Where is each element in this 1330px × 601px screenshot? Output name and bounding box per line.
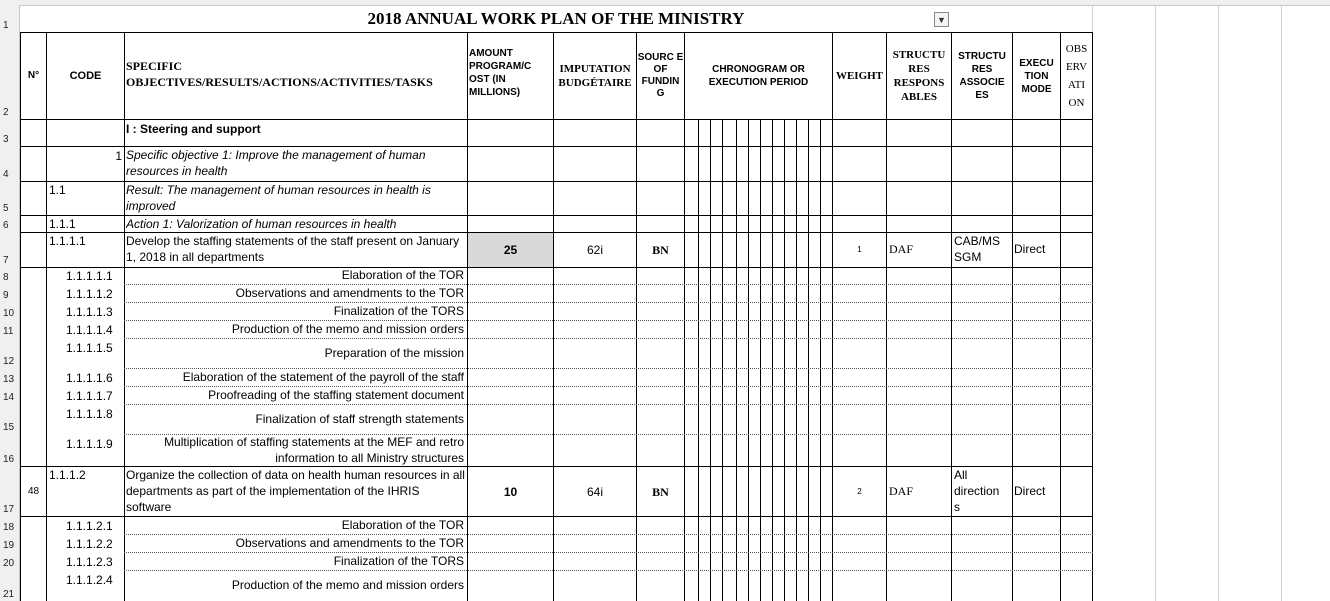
- task-text[interactable]: Elaboration of the TOR: [341, 518, 464, 532]
- task-code[interactable]: 1.1.1.1.6: [66, 371, 113, 385]
- activity-mode[interactable]: Direct: [1014, 242, 1046, 256]
- task-text[interactable]: Observations and amendments to the TOR: [235, 286, 464, 300]
- row-header[interactable]: 14: [0, 386, 20, 404]
- header-assoc[interactable]: STRUCTU RES ASSOCIE ES: [958, 51, 1006, 101]
- row-header[interactable]: 3: [0, 119, 20, 146]
- row-header[interactable]: 17: [0, 466, 20, 516]
- task-text[interactable]: Production of the memo and mission orders: [231, 578, 464, 592]
- task-code[interactable]: 1.1.1.1.7: [66, 389, 113, 403]
- task-text[interactable]: Production of the memo and mission orders: [231, 322, 464, 336]
- activity-weight[interactable]: 1: [857, 245, 862, 254]
- row-header[interactable]: 15: [0, 404, 20, 434]
- task-code[interactable]: 1.1.1.1.4: [66, 323, 113, 337]
- header-code[interactable]: CODE: [69, 70, 102, 82]
- row-header[interactable]: 12: [0, 338, 20, 368]
- sheet-title[interactable]: 2018 ANNUAL WORK PLAN OF THE MINISTRY: [367, 8, 745, 28]
- activity-resp[interactable]: DAF: [889, 484, 914, 498]
- activity-n[interactable]: 48: [27, 485, 40, 497]
- task-text[interactable]: Finalization of staff strength statements: [255, 412, 464, 426]
- row-header[interactable]: 10: [0, 302, 20, 320]
- header-resp[interactable]: STRUCTU RES RESPONS ABLES: [892, 49, 946, 103]
- task-code[interactable]: 1.1.1.1.8: [66, 407, 113, 421]
- row-header[interactable]: 11: [0, 320, 20, 338]
- row-header[interactable]: 2: [0, 32, 20, 119]
- task-code[interactable]: 1.1.1.1.5: [66, 341, 113, 355]
- activity-mode[interactable]: Direct: [1014, 484, 1046, 498]
- row-header[interactable]: 19: [0, 534, 20, 552]
- header-source[interactable]: SOURC E OF FUNDIN G: [637, 52, 684, 99]
- header-n[interactable]: N°: [27, 70, 40, 81]
- task-text[interactable]: Elaboration of the TOR: [341, 268, 464, 282]
- header-mode[interactable]: EXECU TION MODE: [1019, 57, 1054, 95]
- task-text[interactable]: Finalization of the TORS: [333, 554, 464, 568]
- activity-code[interactable]: 1.1.1.1: [49, 234, 86, 248]
- activity-imputation[interactable]: 64i: [586, 484, 603, 499]
- task-code[interactable]: 1.1.1.1.3: [66, 305, 113, 319]
- activity-amount[interactable]: 10: [503, 484, 518, 499]
- header-amount[interactable]: AMOUNT PROGRAM/C OST (IN MILLIONS): [469, 48, 532, 98]
- header-specific[interactable]: SPECIFIC OBJECTIVES/RESULTS/ACTIONS/ACTIVITIES/TASKS: [126, 59, 433, 89]
- objective-number[interactable]: 1: [115, 149, 122, 163]
- activity-source[interactable]: BN: [652, 243, 669, 257]
- action-code[interactable]: 1.1.1: [49, 217, 76, 231]
- activity-resp[interactable]: DAF: [889, 242, 914, 256]
- filter-dropdown-button[interactable]: ▼: [934, 12, 949, 27]
- activity-weight[interactable]: 2: [857, 486, 862, 496]
- activity-code[interactable]: 1.1.1.2: [49, 468, 86, 482]
- row-header[interactable]: 9: [0, 284, 20, 302]
- row-header[interactable]: 16: [0, 434, 20, 466]
- row-header[interactable]: 13: [0, 368, 20, 386]
- task-code[interactable]: 1.1.1.1.2: [66, 287, 113, 301]
- task-text[interactable]: Observations and amendments to the TOR: [235, 536, 464, 550]
- header-obs[interactable]: OBS ERV ATI ON: [1065, 43, 1088, 109]
- row-header[interactable]: 1: [0, 5, 20, 32]
- activity-text[interactable]: Organize the collection of data on health human resources in all departments as part of the implementation of the IHRIS software: [126, 468, 465, 514]
- activity-assoc[interactable]: CAB/MS SGM: [954, 234, 1001, 264]
- task-code[interactable]: 1.1.1.2.1: [66, 519, 113, 533]
- activity-source[interactable]: BN: [652, 484, 669, 499]
- row-header[interactable]: 6: [0, 215, 20, 232]
- task-code[interactable]: 1.1.1.1.1: [66, 269, 113, 283]
- header-imputation[interactable]: IMPUTATION BUDGÉTAIRE: [558, 63, 632, 89]
- action-text[interactable]: Action 1: Valorization of human resources in health: [126, 217, 397, 231]
- result-text[interactable]: Result: The management of human resources in health is improved: [126, 183, 431, 213]
- row-header[interactable]: 7: [0, 232, 20, 267]
- task-text[interactable]: Elaboration of the statement of the payroll of the staff: [182, 370, 464, 384]
- header-chronogram[interactable]: CHRONOGRAM OR EXECUTION PERIOD: [708, 64, 809, 88]
- task-text[interactable]: Proofreading of the staffing statement document: [208, 388, 464, 402]
- row-header[interactable]: 4: [0, 146, 20, 181]
- task-code[interactable]: 1.1.1.2.3: [66, 555, 113, 569]
- objective-text[interactable]: Specific objective 1: Improve the management of human resources in health: [126, 148, 426, 178]
- row-header[interactable]: 20: [0, 552, 20, 570]
- task-code[interactable]: 1.1.1.1.9: [66, 437, 113, 451]
- task-code[interactable]: 1.1.1.2.4: [66, 573, 113, 587]
- task-text[interactable]: Finalization of the TORS: [333, 304, 464, 318]
- task-code[interactable]: 1.1.1.2.2: [66, 537, 113, 551]
- task-text[interactable]: Multiplication of staffing statements at the MEF and retro information to all Ministry structures: [164, 435, 464, 465]
- section-title[interactable]: I : Steering and support: [126, 122, 261, 136]
- activity-text[interactable]: Develop the staffing statements of the staff present on January 1, 2018 in all departments: [126, 234, 460, 264]
- header-weight[interactable]: WEIGHT: [835, 70, 884, 82]
- row-header[interactable]: 8: [0, 267, 20, 284]
- activity-imputation[interactable]: 62i: [586, 243, 603, 257]
- row-header[interactable]: 21: [0, 570, 20, 601]
- activity-assoc[interactable]: All direction s: [954, 468, 1000, 514]
- row-header[interactable]: 18: [0, 516, 20, 534]
- result-code[interactable]: 1.1: [49, 183, 66, 197]
- task-text[interactable]: Preparation of the mission: [324, 346, 464, 360]
- row-header[interactable]: 5: [0, 181, 20, 215]
- activity-amount[interactable]: 25: [468, 233, 553, 267]
